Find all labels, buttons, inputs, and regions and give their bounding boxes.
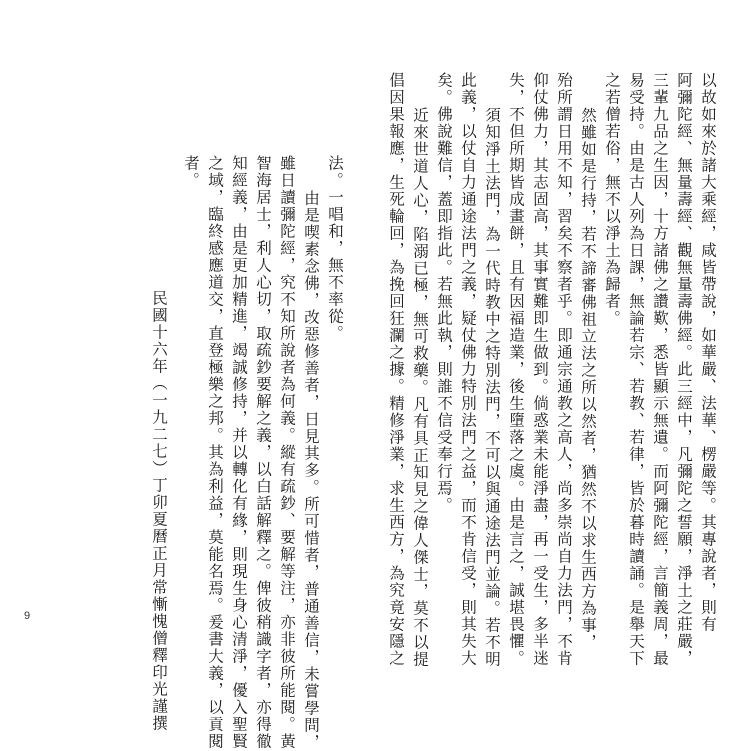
text-column-3: 三輩九品之生因，十方諸佛之讚歎，悉皆顯示無遺。而阿彌陀經，言簡義周，最 [651, 72, 669, 667]
text-column-14: 倡因果報應，生死輪回，為挽回狂瀾之據。精修淨業，求生西方，為究竟安隱之 [387, 72, 405, 667]
text-column-19: 知經義，由是更加精進，竭誠修持，并以轉化有緣，則現生身心清淨，優入聖賢 [230, 155, 248, 750]
text-column-5: 之若僧若俗，無不以淨土為歸者。 [603, 72, 621, 327]
text-column-7: 殆所謂日用不知，習矣不察者乎。即通宗通教之高人，尚多崇尚自力法門，不肯 [555, 72, 573, 667]
text-column-17: 雖日讀彌陀經，究不知所說者為何義。縱有疏鈔、要解等注，亦非彼所能閱。黃 [278, 155, 296, 750]
text-column-11: 此義，以仗自力通途法門之義，疑仗佛力特別法門之益，而不肯信受，則其失大 [459, 72, 477, 667]
text-column-1: 以故如來於諸大乘經，咸皆帶說，如華嚴、法華、楞嚴等。其專說者，則有 [699, 72, 717, 633]
text-column-16: 由是喫素念佛，改惡修善者，日見其多。所可惜者，普通善信，未嘗學問， [302, 190, 320, 751]
text-column-2: 阿彌陀經、無量壽經、觀無量壽佛經。此三經中，凡彌陀之誓願，淨土之莊嚴， [675, 72, 693, 667]
text-column-10: 須知淨土法門，為一代時教中之特別法門，不可以與通途法門並論。若不明 [483, 107, 501, 668]
text-column-18: 智海居士，利人心切，取疏鈔要解之義，以白話解釋之。俾彼稍識字者，亦得徹 [254, 155, 272, 750]
text-column-9: 失，不但所期皆成畫餅，且有因福造業，後生墮落之虞。由是言之，誠堪畏懼。 [507, 72, 525, 667]
text-column-6: 然雖如是行持，若不諦審佛祖立法之所以然者，猶然不以求生西方為事， [579, 107, 597, 651]
text-column-13: 近來世道人心，陷溺已極，無可救藥。凡有具正知見之偉人傑士，莫不以提 [411, 107, 429, 668]
page-number: 9 [24, 610, 31, 622]
text-column-8: 仰仗佛力，其志固高，其事實難即生做到。倘惑業未能淨盡，再一受生，多半迷 [531, 72, 549, 667]
text-column-12: 矣。佛說難信，蓋即指此。若無此執，則誰不信受奉行焉。 [435, 72, 453, 514]
text-column-20: 之域，臨終感應道交，直登極樂之邦。其為利益，莫能名焉。爰書大義，以貢閱 [206, 155, 224, 750]
text-column-15: 法。一唱和，無不率從。 [326, 155, 344, 342]
text-column-4: 易受持。由是古人列為日課，無論若宗、若教、若律，皆於暮時讀誦。是舉天下 [627, 72, 645, 667]
signature-column: 民國十六年（一九二七）丁卯夏曆正月常慚愧僧釋印光謹撰 [150, 290, 168, 732]
text-column-21: 者。 [182, 155, 200, 189]
